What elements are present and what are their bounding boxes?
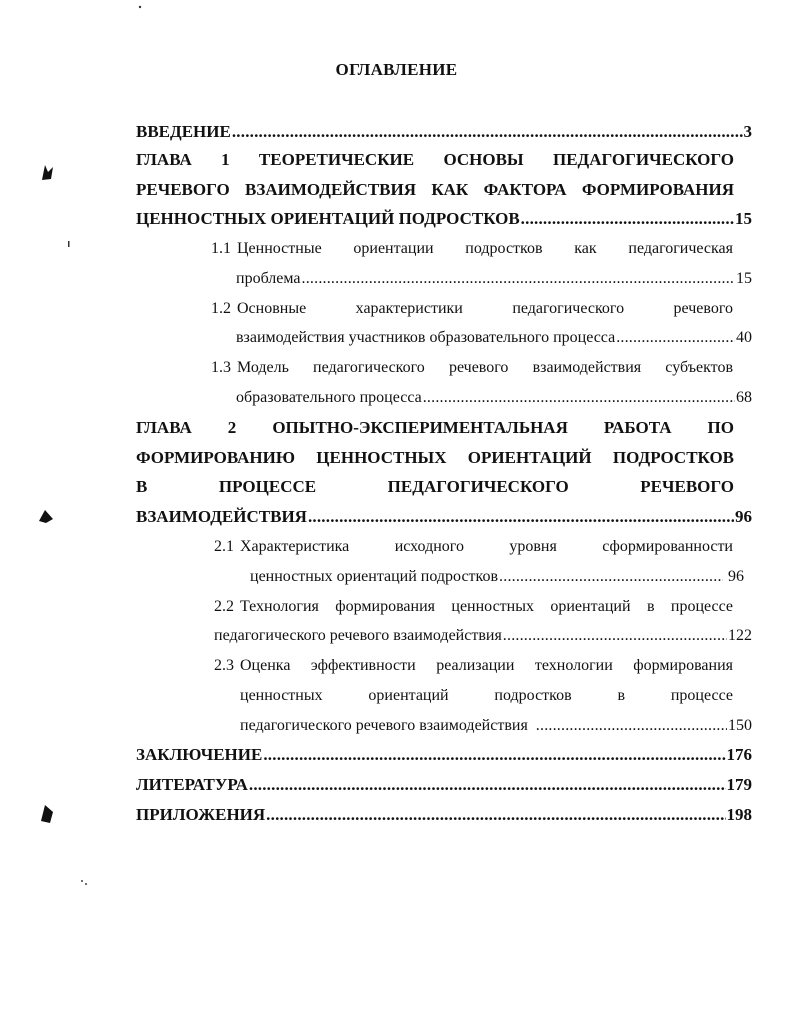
toc-chapter2-line1[interactable]: [136, 416, 734, 440]
toc-label: ПРИЛОЖЕНИЯ: [136, 805, 266, 824]
leader-dots: [423, 386, 735, 410]
toc-section-2-1-line2[interactable]: [250, 565, 744, 589]
toc-label: ГЛАВА 1 ТЕОРЕТИЧЕСКИЕ ОСНОВЫ ПЕДАГОГИЧЕСКОГО: [136, 150, 734, 169]
toc-section-1-2-line1[interactable]: [211, 297, 733, 321]
toc-page: 40: [736, 329, 752, 346]
toc-page: 96: [735, 507, 752, 526]
leader-dots: [503, 624, 727, 648]
toc-section-2-2-line1[interactable]: [214, 595, 733, 619]
scan-speck-icon: [137, 4, 143, 10]
toc-chapter2-line3[interactable]: [136, 475, 734, 499]
toc-label: 1.1 Ценностные ориентации подростков как педагогическая: [211, 240, 733, 257]
scan-speck-icon: [40, 163, 56, 181]
toc-label: педагогического речевого взаимодействия: [240, 717, 528, 734]
leader-dots: [249, 773, 726, 797]
toc-label: В ПРОЦЕССЕ ПЕДАГОГИЧЕСКОГО РЕЧЕВОГО: [136, 477, 734, 496]
toc-label: ЦЕННОСТНЫХ ОРИЕНТАЦИЙ ПОДРОСТКОВ: [136, 209, 520, 228]
toc-label: ФОРМИРОВАНИЮ ЦЕННОСТНЫХ ОРИЕНТАЦИЙ ПОДРОСТКОВ: [136, 448, 734, 467]
toc-chapter1-line2[interactable]: [136, 178, 734, 202]
toc-entry-literature[interactable]: [136, 773, 752, 797]
scan-speck-icon: [36, 507, 56, 525]
toc-entry-conclusion[interactable]: [136, 743, 752, 767]
toc-page: 15: [736, 270, 752, 287]
toc-chapter2-line4[interactable]: [136, 505, 752, 529]
page-title: ОГЛАВЛЕНИЕ: [335, 60, 458, 79]
leader-dots: [499, 565, 723, 589]
toc-label: ЛИТЕРАТУРА: [136, 775, 248, 794]
toc-chapter2-line2[interactable]: [136, 446, 734, 470]
leader-dots: [232, 120, 743, 144]
scan-speck-icon: [66, 240, 72, 248]
leader-dots: [536, 714, 727, 738]
toc-page: 15: [735, 209, 752, 228]
toc-section-1-3-line2[interactable]: [236, 386, 752, 410]
toc-section-2-1-line1[interactable]: [214, 535, 733, 559]
toc-label: взаимодействия участников образовательного процесса: [236, 329, 616, 346]
toc-label: 2.2 Технология формирования ценностных ориентаций в процессе: [214, 598, 733, 615]
leader-dots: [308, 505, 734, 529]
leader-dots: [302, 267, 735, 291]
toc-page: 150: [728, 717, 752, 734]
toc-label: образовательного процесса: [236, 389, 422, 406]
toc-label: ценностных ориентаций подростков: [250, 568, 499, 585]
toc-label: 2.1 Характеристика исходного уровня сформированности: [214, 538, 733, 555]
scan-speck-icon: [38, 803, 56, 825]
toc-chapter1-line1[interactable]: [136, 148, 734, 172]
toc-section-1-2-line2[interactable]: [236, 326, 752, 350]
toc-chapter1-line3[interactable]: [136, 207, 752, 231]
toc-page: 96: [728, 568, 744, 585]
leader-dots: [263, 743, 725, 767]
toc-section-1-3-line1[interactable]: [211, 356, 733, 380]
toc-page: 176: [726, 745, 752, 764]
toc-label: ВЗАИМОДЕЙСТВИЯ: [136, 507, 307, 526]
toc-label: ценностных ориентаций подростков в процессе: [240, 687, 733, 704]
toc-label: педагогического речевого взаимодействия: [214, 627, 502, 644]
toc-label: 1.3 Модель педагогического речевого взаимодействия субъектов: [211, 359, 733, 376]
toc-label: проблема: [236, 270, 301, 287]
toc-page: 68: [736, 389, 752, 406]
scan-speck-icon: [79, 877, 89, 887]
toc-section-2-3-line2[interactable]: [240, 684, 733, 708]
leader-dots: [616, 326, 735, 350]
leader-dots: [521, 207, 734, 231]
leader-dots: [266, 803, 725, 827]
toc-label: ГЛАВА 2 ОПЫТНО-ЭКСПЕРИМЕНТАЛЬНАЯ РАБОТА ПО: [136, 418, 734, 437]
toc-section-2-3-line3[interactable]: [240, 714, 752, 738]
toc-entry-appendix[interactable]: [136, 803, 752, 827]
toc-page: 122: [728, 627, 752, 644]
toc-label: 1.2 Основные характеристики педагогического речевого: [211, 300, 733, 317]
toc-section-2-2-line2[interactable]: [214, 624, 752, 648]
toc-section-1-1-line2[interactable]: [236, 267, 752, 291]
toc-label: РЕЧЕВОГО ВЗАИМОДЕЙСТВИЯ КАК ФАКТОРА ФОРМИРОВАНИЯ: [136, 180, 734, 199]
toc-section-1-1-line1[interactable]: [211, 237, 733, 261]
toc-section-2-3-line1[interactable]: [214, 654, 733, 678]
toc-page: 198: [726, 805, 752, 824]
toc-page: 179: [726, 775, 752, 794]
toc-entry-introduction[interactable]: [136, 120, 752, 144]
toc-label: ЗАКЛЮЧЕНИЕ: [136, 745, 263, 764]
toc-label: ВВЕДЕНИЕ: [136, 122, 231, 141]
toc-page: 3: [743, 122, 752, 141]
toc-label: 2.3 Оценка эффективности реализации технологии формирования: [214, 657, 733, 674]
